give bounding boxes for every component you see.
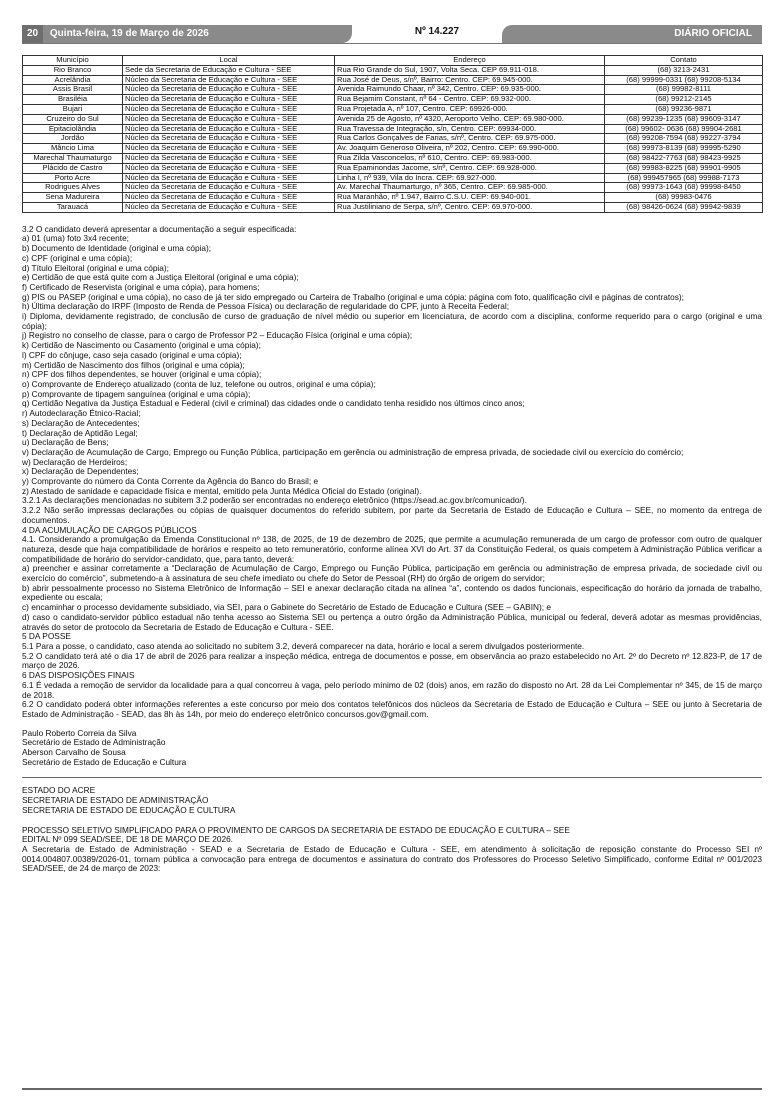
cell-municipio: Acrelândia [23, 75, 123, 85]
cell-local: Sede da Secretaria de Educação e Cultura - SEE [123, 65, 335, 75]
table-row [23, 85, 763, 95]
paragraph: v) Declaração de Acumulação de Cargo, Emprego ou Função Pública, participação em gerência ou administração de empresa privada, de sociedade civil ou exercício do comércio; [22, 446, 684, 457]
paragraph: u) Declaração de Bens; [22, 437, 109, 448]
cell-contato: (68) 999457965 (68) 99988-7173 [605, 173, 763, 183]
paragraph: 5 DA POSSE [22, 631, 71, 642]
cell-local: Núcleo da Secretaria de Educação e Cultura - SEE [123, 95, 335, 105]
paragraph: b) abrir pessoalmente processo no Sistema Eletrônico de Informação – SEI e anexar declaração citada na alínea “a”, contendo os dados funcionais, especificação do horário da jornada de trabalho, expediente ou escala; [22, 582, 762, 603]
cell-endereco: Rua Bejamim Constant, nº 64 - Centro. CEP: 69.932-000. [335, 95, 605, 105]
title-line: EDITAL Nº 099 SEAD/SEE, DE 18 DE MARÇO DE 2026. [22, 834, 233, 845]
paragraph: 4.1. Considerando a promulgação da Emenda Constitucional nº 138, de 2025, de 19 de dezembro de 2025, que permite a acumulação remunerada de um cargo de professor com outro de qualquer natureza, desde que haja compatibilidade de horários e respeito ao teto remuneratório, conforme alínea XVI do Art. 37 da Constituição Federal, os quais competem à Administração Pública verificar a compatibilidade de horário do servidor-candidato, que, para tanto, deverá: [22, 534, 762, 564]
paragraph: 5.1 Para a posse, o candidato, caso atenda ao solicitado no subitem 3.2, deverá comparecer na data, horário e local a serem divulgados posteriormente. [22, 640, 585, 651]
document-page [22, 25, 762, 874]
cell-municipio: Rodrigues Alves [23, 183, 123, 193]
cell-contato: (68) 99982-8111 [605, 85, 763, 95]
cell-municipio: Assis Brasil [23, 85, 123, 95]
paragraph: g) PIS ou PASEP (original e uma cópia), no caso de já ter sido empregado ou Carteira de Trabalho (original e uma cópia: página com foto, qualificação civil e páginas de contratos); [22, 291, 684, 302]
table-row [23, 173, 763, 183]
column-header-local: Local [123, 56, 335, 66]
table-header-row [23, 56, 763, 66]
paragraph: f) Certificado de Reservista (original e uma cópia), para homens; [22, 281, 260, 292]
cell-municipio: Mâncio Lima [23, 144, 123, 154]
cell-endereco: Rua Rio Grande do Sul, 1907, Volta Seca. CEP 69.911-018. [335, 65, 605, 75]
org-line: SECRETARIA DE ESTADO DE ADMINISTRAÇÃO [22, 795, 209, 806]
org-lines [22, 786, 762, 815]
table-row [23, 193, 763, 203]
paragraph: i) Diploma, devidamente registrado, de conclusão de curso de graduação de nível médio ou superior em licenciatura, de acordo com a disciplina, conforme requerido para o cargo (original e uma cópia); [22, 311, 762, 331]
cell-municipio: Plácido de Castro [23, 163, 123, 173]
bottom-rule [22, 1088, 762, 1090]
publication-name: DIÁRIO OFICIAL [502, 25, 762, 43]
paragraph: q) Certidão Negativa da Justiça Estadual e Federal (civil e criminal) das cidades onde o candidato tenha residido nos últimos cinco anos; [22, 398, 525, 409]
cell-endereco: Linha I, nº 939, Vila do Incra. CEP: 69.927-000. [335, 173, 605, 183]
cell-contato: (68) 99999-0331 (68) 99208-5134 [605, 75, 763, 85]
paragraph: p) Comprovante de tipagem sanguínea (original e uma cópia); [22, 388, 251, 399]
paragraph: c) encaminhar o processo devidamente subsidiado, via SEI, para o Gabinete do Secretário de Estado de Educação e Cultura (SEE – GABIN); e [22, 602, 551, 613]
cell-municipio: Porto Acre [23, 173, 123, 183]
locations-table [22, 55, 763, 213]
org-line: ESTADO DO ACRE [22, 785, 96, 796]
cell-contato: (68) 3213-2431 [605, 65, 763, 75]
table-row [23, 202, 763, 212]
paragraph: s) Declaração de Antecedentes; [22, 417, 140, 428]
paragraph: b) Documento de Identidade (original e uma cópia); [22, 243, 212, 254]
cell-contato: (68) 99208-7594 (68) 99227-3794 [605, 134, 763, 144]
table-row [23, 153, 763, 163]
signature-block [22, 729, 762, 768]
paragraph: w) Declaração de Herdeiros; [22, 456, 128, 467]
paragraph: x) Declaração de Dependentes; [22, 466, 139, 477]
cell-local: Núcleo da Secretaria de Educação e Cultura - SEE [123, 202, 335, 212]
page-header [22, 25, 762, 45]
cell-contato: (68) 99239-1235 (68) 99609-3147 [605, 114, 763, 124]
issue-number: Nº 14.227 [414, 26, 460, 37]
cell-endereco: Rua Maranhão, nº 1.947, Bairro C.S.U. CEP: 69.940-001. [335, 193, 605, 203]
signature-line: Paulo Roberto Correia da Silva [22, 727, 137, 738]
paragraph: z) Atestado de sanidade e capacidade física e mental, emitido pela Junta Médica Oficial do Estado (original). [22, 485, 422, 496]
paragraph: n) CPF dos filhos dependentes, se houver (original e uma cópia); [22, 369, 262, 380]
cell-local: Núcleo da Secretaria de Educação e Cultura - SEE [123, 173, 335, 183]
cell-endereco: Rua Travessa de Integração, s/n, Centro. CEP: 69934-000. [335, 124, 605, 134]
header-rule [22, 43, 762, 44]
table-row [23, 124, 763, 134]
paragraph: 3.2 O candidato deverá apresentar a documentação a seguir especificada: [22, 223, 297, 234]
page-number: 20 [22, 25, 43, 43]
cell-local: Núcleo da Secretaria de Educação e Cultura - SEE [123, 124, 335, 134]
cell-contato: (68) 99983-8225 (68) 99901-9905 [605, 163, 763, 173]
table-row [23, 114, 763, 124]
paragraph: o) Comprovante de Endereço atualizado (conta de luz, telefone ou outros, original e uma cópia); [22, 379, 376, 389]
table-row [23, 75, 763, 85]
cell-local: Núcleo da Secretaria de Educação e Cultura - SEE [123, 153, 335, 163]
paragraph: j) Registro no conselho de classe, para o cargo de Professor P2 – Educação Física (original e uma cópia); [22, 330, 413, 341]
cell-endereco: Rua Projetada A, nº 107, Centro. CEP: 69926-000. [335, 104, 605, 114]
table-row [23, 163, 763, 173]
paragraph: 6.2 O candidato poderá obter informações referentes a este concurso por meio dos contatos telefônicos dos núcleos da Secretaria de Estado de Educação e Cultura – SEE ou junto à Secretaria de Estado de Administração - SEAD, das 8h às 14h, por meio do endereço eletrônico concursos.gov@gmail.com. [22, 699, 762, 719]
cell-local: Núcleo da Secretaria de Educação e Cultura - SEE [123, 134, 335, 144]
cell-municipio: Epitaciolândia [23, 124, 123, 134]
cell-contato: (68) 99973-1643 (68) 99998-8450 [605, 183, 763, 193]
cell-contato: (68) 99212-2145 [605, 95, 763, 105]
cell-endereco: Av. Joaquim Generoso Oliveira, nº 202, Centro. CEP: 69.990-000. [335, 144, 605, 154]
paragraph: c) CPF (original e uma cópia); [22, 252, 133, 263]
cell-contato: (68) 99983-0476 [605, 193, 763, 203]
paragraph: d) Título Eleitoral (original e uma cópia); [22, 262, 169, 273]
cell-endereco: Rua Justiliniano de Serpa, s/nº, Centro. CEP: 69.970-000. [335, 202, 605, 212]
cell-municipio: Marechal Thaumaturgo [23, 153, 123, 163]
cell-municipio: Jordão [23, 134, 123, 144]
cell-local: Núcleo da Secretaria de Educação e Cultura - SEE [123, 114, 335, 124]
cell-contato: (68) 99236-9871 [605, 104, 763, 114]
cell-local: Núcleo da Secretaria de Educação e Cultura - SEE [123, 183, 335, 193]
paragraph: k) Certidão de Nascimento ou Casamento (original e uma cópia); [22, 340, 261, 351]
paragraph: h) Última declaração do IRPF (Imposto de Renda de Pessoa Física) ou declaração de regularidade do CPF, junto à Receita Federal; [22, 301, 510, 312]
table-row [23, 104, 763, 114]
cell-endereco: Rua Carlos Gonçalves de Farias, s/nº, Centro. CEP: 69.975-000. [335, 134, 605, 144]
paragraph: a) 01 (uma) foto 3x4 recente; [22, 233, 129, 244]
cell-local: Núcleo da Secretaria de Educação e Cultura - SEE [123, 85, 335, 95]
paragraph: t) Declaração de Aptidão Legal; [22, 427, 138, 438]
title-line: PROCESSO SELETIVO SIMPLIFICADO PARA O PROVIMENTO DE CARGOS DA SECRETARIA DE ESTADO DE EDUCAÇÃO E CULTURA – SEE [22, 824, 570, 835]
cell-endereco: Rua José de Deus, s/nº, Bairro: Centro. CEP: 69.945-000. [335, 75, 605, 85]
paragraph: e) Certidão de que está quite com a Justiça Eleitoral (original e uma cópia); [22, 272, 299, 283]
signature-line: Aberson Carvalho de Sousa [22, 747, 126, 758]
column-header-contato: Contato [605, 56, 763, 66]
cell-contato: (68) 99973-8139 (68) 99995-5290 [605, 144, 763, 154]
table-row [23, 95, 763, 105]
cell-contato: (68) 99602- 0636 (68) 99904-2681 [605, 124, 763, 134]
signature-line: Secretário de Estado de Administração [22, 737, 166, 748]
section-divider [22, 777, 762, 778]
cell-local: Núcleo da Secretaria de Educação e Cultura - SEE [123, 163, 335, 173]
cell-endereco: Rua Epaminondas Jacome, s/nº, Centro. CEP: 69.928-000. [335, 163, 605, 173]
cell-endereco: Avenida 25 de Agosto, nº 4320, Aeroporto Velho. CEP: 69.980-000. [335, 114, 605, 124]
second-act [22, 786, 762, 874]
table-row [23, 183, 763, 193]
act-intro: A Secretaria de Estado de Administração - SEAD e a Secretaria de Estado de Educação e Cultura - SEE, em atendimento à solicitação de reposição constante do Processo SEI nº 0014.004807.00389/2026-01, tornam pública a convocação para entrega de documentos e assinatura do contrato dos Professores do Processo Seletivo Simplificado, conforme Edital nº 001/2023 SEAD/SEE, de 24 de março de 2023: [22, 843, 762, 874]
table-row [23, 65, 763, 75]
paragraph: r) Autodeclaração Étnico-Racial; [22, 408, 141, 419]
cell-endereco: Av. Marechal Thaumarturgo, nº 365, Centro. CEP: 69.985-000. [335, 183, 605, 193]
paragraph: 4 DA ACUMULAÇÃO DE CARGOS PÚBLICOS [22, 524, 197, 535]
signature-line: Secretário de Estado de Educação e Cultura [22, 756, 187, 767]
table-body [23, 65, 763, 212]
cell-municipio: Sena Madureira [23, 193, 123, 203]
cell-local: Núcleo da Secretaria de Educação e Cultura - SEE [123, 75, 335, 85]
column-header-municipio: Município [23, 56, 123, 66]
cell-municipio: Cruzeiro do Sul [23, 114, 123, 124]
header-left-band [22, 25, 352, 43]
paragraph: l) CPF do cônjuge, caso seja casado (original e uma cópia); [22, 349, 242, 360]
paragraph: 3.2.2 Não serão impressas declarações ou cópias de quaisquer documentos do referido subitem, por parte da Secretaria de Estado de Educação e Cultura – SEE, no momento da entrega de documentos. [22, 505, 762, 525]
cell-local: Núcleo da Secretaria de Educação e Cultura - SEE [123, 193, 335, 203]
paragraph: 3.2.1 As declarações mencionadas no subitem 3.2 poderão ser encontradas no endereço eletrônico (https://sead.ac.gov.br/comunicado/). [22, 495, 527, 506]
cell-contato: (68) 98422-7763 (68) 98423-9925 [605, 153, 763, 163]
paragraph: m) Certidão de Nascimento dos filhos (original e uma cópia); [22, 359, 245, 370]
act-title [22, 826, 762, 845]
paragraph: a) preencher e assinar corretamente a “Declaração de Acumulação de Cargo, Emprego ou Função Pública, participação em gerência ou administração de empresa privada, de sociedade civil ou exercício do comércio”, submetendo-a à assinatura de seu chefe imediato ou chefe do Setor de Pessoal (RH) do órgão de origem do servidor; [22, 563, 762, 584]
paragraph: d) caso o candidato-servidor público estadual não tenha acesso ao Sistema SEI ou pertença a outro órgão da Administração Pública, municipal ou federal, deverá adotar as mesmas providências, através do setor de protocolo da Secretaria de Estado de Educação e Cultura - SEE. [22, 611, 762, 632]
cell-contato: (68) 98426-0624 (68) 99942-9839 [605, 202, 763, 212]
paragraph: 6.1 É vedada a remoção de servidor da localidade para a qual concorreu à vaga, pelo período mínimo de 02 (dois) anos, em razão do disposto no Art. 28 da Lei Complementar nº 345, de 15 de março de 2018. [22, 679, 762, 700]
table-row [23, 134, 763, 144]
table-row [23, 144, 763, 154]
cell-local: Núcleo da Secretaria de Educação e Cultura - SEE [123, 104, 335, 114]
cell-local: Núcleo da Secretaria de Educação e Cultura - SEE [123, 144, 335, 154]
edital-body [22, 225, 762, 720]
cell-municipio: Bujari [23, 104, 123, 114]
paragraph: 6 DAS DISPOSIÇÕES FINAIS [22, 670, 135, 681]
cell-municipio: Brasiléia [23, 95, 123, 105]
paragraph: 5.2 O candidato terá até o dia 17 de abril de 2026 para realizar a inspeção médica, entrega de documentos e posse, em observância ao prazo estabelecido no Art. 2º do Decreto nº 12.823-P, de 17 de março de 2026. [22, 650, 762, 671]
cell-endereco: Avenida Raimundo Chaar, nº 342, Centro. CEP: 69.935-000. [335, 85, 605, 95]
column-header-endereco: Endereço [335, 56, 605, 66]
cell-municipio: Tarauacá [23, 202, 123, 212]
paragraph: y) Comprovante do número da Conta Corrente da Agência do Banco do Brasil; e [22, 476, 319, 487]
org-line: SECRETARIA DE ESTADO DE EDUCAÇÃO E CULTURA [22, 804, 236, 815]
header-date: Quinta-feira, 19 de Março de 2026 [49, 28, 209, 39]
cell-municipio: Rio Branco [23, 65, 123, 75]
cell-endereco: Rua Zilda Vasconcelos, nº 610, Centro. CEP: 69.983-000. [335, 153, 605, 163]
